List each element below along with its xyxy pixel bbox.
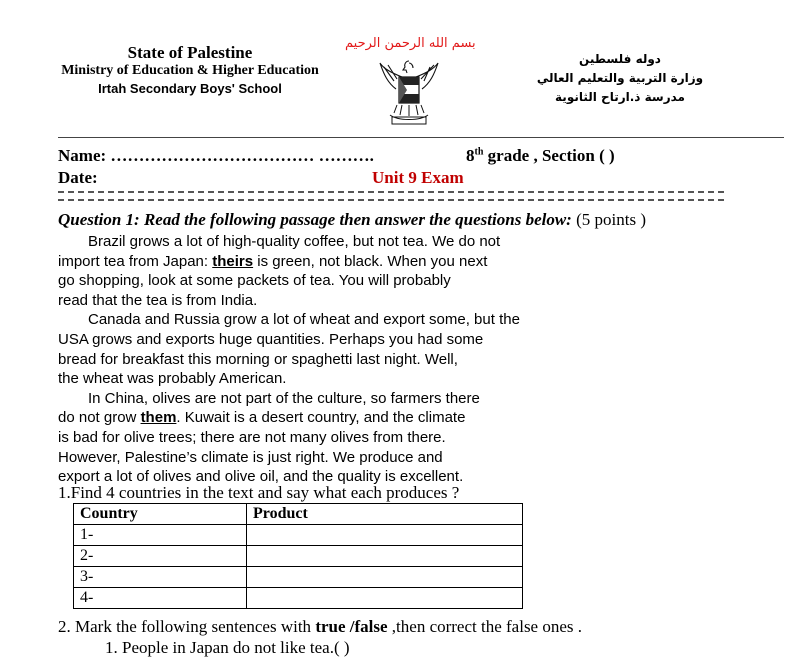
arabic-ministry-title: وزارة التربية والتعليم العالي <box>536 71 704 85</box>
header-divider <box>58 137 784 138</box>
table-row <box>74 567 523 588</box>
country-product-table <box>73 503 523 609</box>
passage-text: the wheat was probably American. <box>58 370 287 388</box>
grade-suffix: th <box>474 146 484 158</box>
find-instruction: 1.Find 4 countries in the text and say what each produces ? <box>58 483 460 502</box>
passage-line <box>58 252 578 272</box>
dashed-divider <box>58 199 724 201</box>
mark-instruction-post: ,then correct the false ones . <box>387 617 583 636</box>
grade-section-text: grade , Section ( ) <box>487 146 615 165</box>
state-title: State of Palestine <box>127 43 253 62</box>
passage-line <box>58 428 578 448</box>
passage-text: Canada and Russia grow a lot of wheat and export some, but the <box>88 311 520 329</box>
passage-line <box>58 271 578 291</box>
grade-section <box>466 146 615 166</box>
passage-text: In China, olives are not part of the culture, so farmers there <box>88 389 480 407</box>
passage-text: read that the tea is from India. <box>58 291 258 309</box>
ministry-title: Ministry of Education & Higher Education <box>61 63 319 78</box>
table-cell-product <box>247 525 523 546</box>
passage-text: import tea from Japan: <box>58 252 213 270</box>
table-row <box>74 525 523 546</box>
palestine-eagle-emblem-icon <box>378 55 440 127</box>
table-cell-number: 1- <box>74 525 247 546</box>
underlined-word: them <box>140 409 177 427</box>
date-label: Date: <box>58 168 98 187</box>
passage-line <box>58 310 578 330</box>
passage-line <box>58 389 578 409</box>
mark-instruction-bold: true /false <box>315 617 388 636</box>
passage-text: However, Palestine’s climate is just right. We produce and <box>58 448 443 466</box>
dashed-divider <box>58 191 724 193</box>
passage-line <box>58 232 578 252</box>
passage-text: Brazil grows a lot of high-quality coffee, but not tea. We do not <box>88 233 501 250</box>
name-label: Name: <box>58 146 107 165</box>
passage-text: . Kuwait is a desert country, and the climate <box>176 409 466 427</box>
passage-line <box>58 369 578 389</box>
name-field <box>58 146 374 166</box>
arabic-state-title: دوله فلسطين <box>579 52 661 66</box>
underlined-word: theirs <box>212 252 254 270</box>
bismillah: بسم الله الرحمن الرحيم <box>345 36 476 51</box>
passage-text: go shopping, look at some packets of tea. You will probably <box>58 272 451 290</box>
passage-text: bread for breakfast this morning or spaghetti last night. Well, <box>58 350 458 368</box>
table-cell-product <box>247 546 523 567</box>
reading-passage <box>58 232 578 487</box>
true-false-sentence-1: 1. People in Japan do not like tea.( ) <box>105 638 350 657</box>
name-dots: ……………………………… ………. <box>110 146 374 165</box>
table-cell-product <box>247 588 523 609</box>
mark-instruction-pre: 2. Mark the following sentences with <box>58 617 316 636</box>
passage-text: is green, not black. When you next <box>253 252 488 270</box>
table-header-row <box>74 504 523 525</box>
question1-points: (5 points ) <box>576 210 646 229</box>
table-row <box>74 588 523 609</box>
question1-title: Question 1: Read the following passage then answer the questions below: <box>58 210 572 229</box>
table-header-product: Product <box>247 504 523 525</box>
arabic-school-name: مدرسة ذ.ارتاح الثانوية <box>555 90 685 104</box>
exam-title: Unit 9 Exam <box>372 168 464 187</box>
table-cell-product <box>247 567 523 588</box>
school-name: Irtah Secondary Boys' School <box>98 81 282 96</box>
passage-text: USA grows and exports huge quantities. Perhaps you had some <box>58 330 484 348</box>
mark-instruction <box>58 617 582 637</box>
table-row <box>74 546 523 567</box>
passage-line <box>58 408 578 428</box>
passage-line <box>58 330 578 350</box>
table-cell-number: 4- <box>74 588 247 609</box>
table-cell-number: 3- <box>74 567 247 588</box>
passage-line <box>58 448 578 468</box>
passage-text: do not grow <box>58 409 141 427</box>
passage-text: is bad for olive trees; there are not many olives from there. <box>58 428 446 446</box>
table-header-country: Country <box>74 504 247 525</box>
table-cell-number: 2- <box>74 546 247 567</box>
passage-text: export a lot of olives and olive oil, and the quality is excellent. <box>58 468 464 486</box>
arabic-header <box>520 50 720 107</box>
question1-heading <box>58 210 646 230</box>
passage-line <box>58 291 578 311</box>
english-header <box>40 44 340 98</box>
passage-line <box>58 350 578 370</box>
grade-number: 8 <box>466 146 475 165</box>
